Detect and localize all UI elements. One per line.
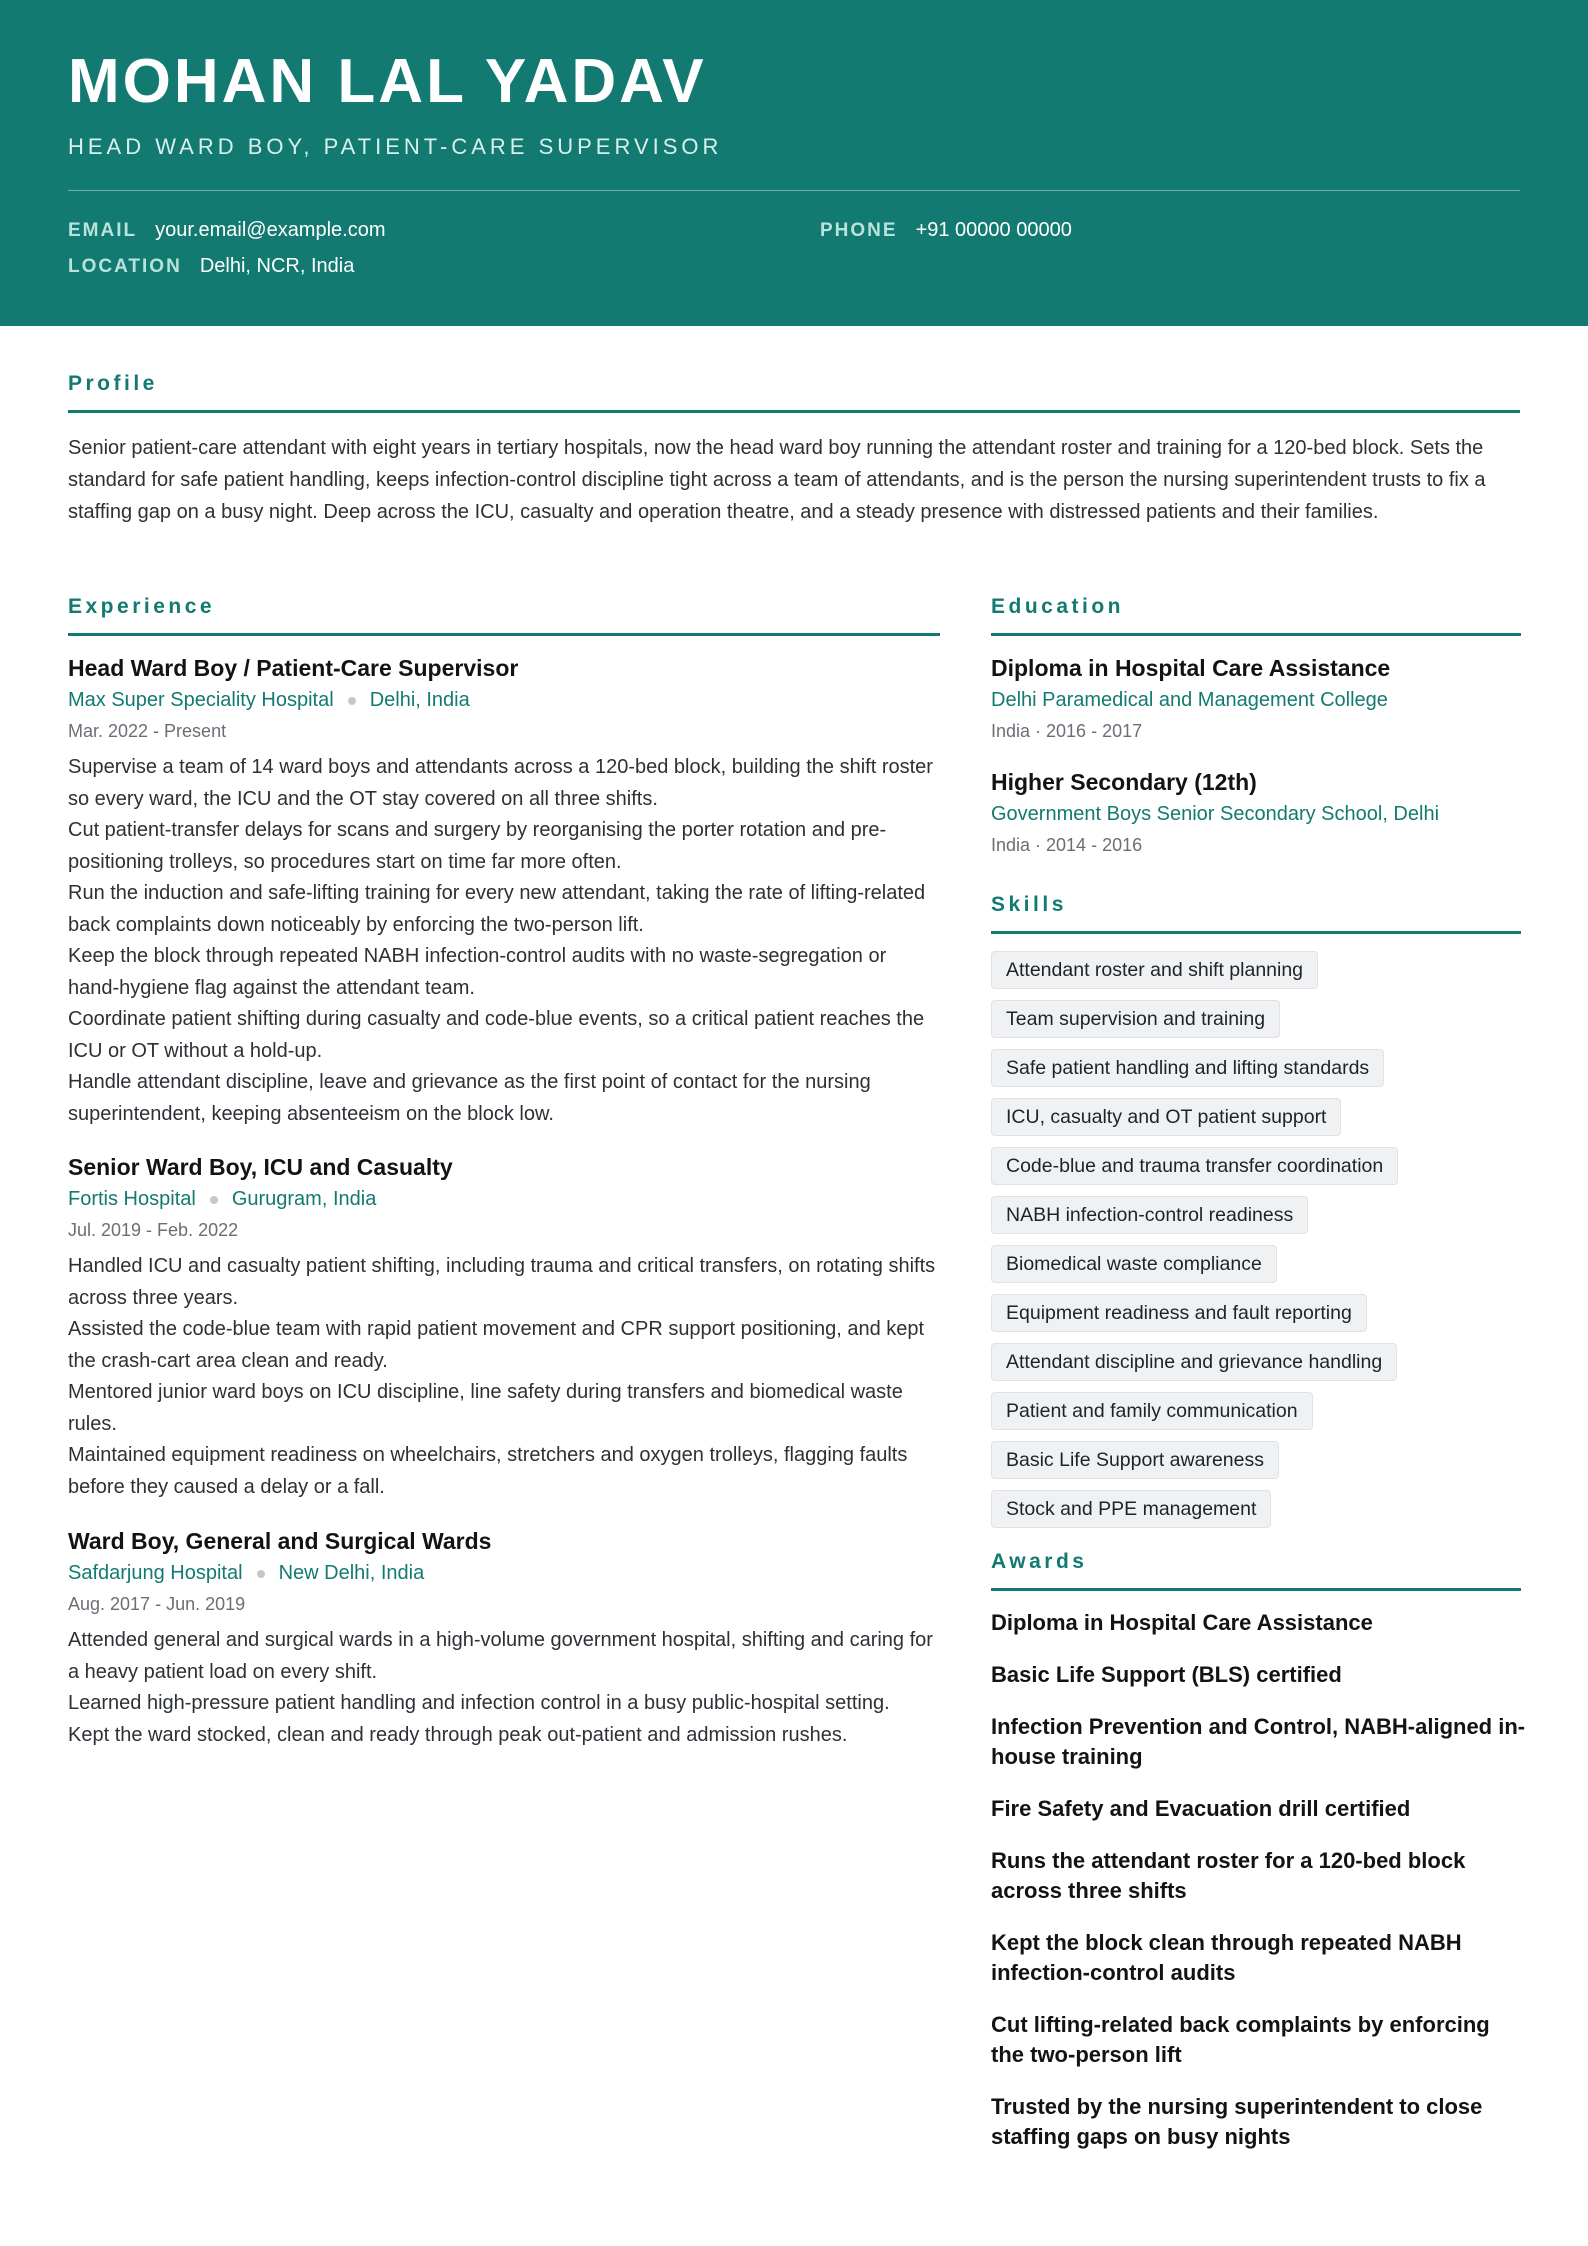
education-entry (991, 766, 1521, 860)
job-entry (68, 652, 940, 1130)
skill-tag: Code-blue and trauma transfer coordination (991, 1147, 1398, 1185)
job-bullet: Kept the ward stocked, clean and ready through peak out-patient and admission rushes. (68, 1723, 848, 1746)
awards-rule (991, 1588, 1521, 1591)
location-value: Delhi, NCR, India (199, 255, 355, 277)
award-item: Diploma in Hospital Care Assistance (991, 1610, 1373, 1635)
job-title: Ward Boy, General and Surgical Wards (68, 1528, 492, 1554)
location-label: LOCATION (68, 256, 182, 277)
award-item: Trusted by the nursing superintendent to close staffing gaps on busy nights (991, 2094, 1483, 2149)
education-entry (991, 652, 1521, 746)
skills-list (991, 951, 1521, 1539)
award-item: Cut lifting-related back complaints by enforcing the two-person lift (991, 2012, 1490, 2067)
separator-dot (257, 1570, 265, 1578)
awards-list (991, 1608, 1526, 2174)
award-item: Basic Life Support (BLS) certified (991, 1662, 1342, 1687)
job-bullets (68, 1625, 940, 1751)
job-bullet: Keep the block through repeated NABH infection-control audits with no waste-segregation or hand-hygiene flag against the attendant team. (68, 945, 887, 999)
job-bullet: Cut patient-transfer delays for scans and surgery by reorganising the porter rotation and pre-positioning trolleys, so procedures start on time far more often. (68, 819, 887, 873)
email-label: EMAIL (68, 220, 138, 241)
job-bullet: Handled ICU and casualty patient shifting, including trauma and critical transfers, on rotating shifts across three years. (68, 1255, 936, 1309)
skill-tag: Equipment readiness and fault reporting (991, 1294, 1367, 1332)
experience-rule (68, 633, 940, 636)
contact-location (68, 255, 354, 278)
candidate-name: MOHAN LAL YADAV (68, 47, 707, 116)
job-dates: Mar. 2022 - Present (68, 721, 227, 741)
header-divider (68, 190, 1520, 191)
job-bullet: Run the induction and safe-lifting training for every new attendant, taking the rate of lifting-related back complaints down noticeably by enforcing the two-person lift. (68, 882, 926, 936)
job-bullet: Assisted the code-blue team with rapid patient movement and CPR support positioning, and kept the crash-cart area clean and ready. (68, 1318, 925, 1372)
contact-phone (820, 219, 1072, 242)
header-banner (0, 0, 1588, 326)
job-bullet: Maintained equipment readiness on wheelchairs, stretchers and oxygen trolleys, flagging faults before they caused a delay or a fall. (68, 1444, 908, 1498)
awards-heading: Awards (991, 1550, 1088, 1573)
skill-tag: ICU, casualty and OT patient support (991, 1098, 1341, 1136)
job-employer: Max Super Speciality Hospital (68, 689, 334, 711)
profile-rule (68, 410, 1520, 413)
education-degree: Higher Secondary (12th) (991, 769, 1257, 795)
job-dates: Jul. 2019 - Feb. 2022 (68, 1220, 239, 1240)
separator-dot (348, 697, 356, 705)
skill-tag: Stock and PPE management (991, 1490, 1271, 1528)
education-school: Delhi Paramedical and Management College (991, 689, 1388, 711)
award-item: Kept the block clean through repeated NABH infection-control audits (991, 1930, 1462, 1985)
skill-tag: Safe patient handling and lifting standards (991, 1049, 1384, 1087)
job-entry (68, 1151, 940, 1503)
job-bullet: Attended general and surgical wards in a high-volume government hospital, shifting and caring for a heavy patient load on every shift. (68, 1629, 933, 1683)
job-bullet: Learned high-pressure patient handling and infection control in a busy public-hospital setting. (68, 1692, 890, 1714)
job-meta (68, 684, 940, 716)
skill-tag: Biomedical waste compliance (991, 1245, 1277, 1283)
award-item: Infection Prevention and Control, NABH-aligned in-house training (991, 1714, 1526, 1769)
job-location: New Delhi, India (278, 1562, 425, 1584)
award-item: Fire Safety and Evacuation drill certified (991, 1796, 1411, 1821)
phone-label: PHONE (820, 220, 898, 241)
job-title: Head Ward Boy / Patient-Care Supervisor (68, 655, 519, 681)
education-heading: Education (991, 595, 1125, 618)
job-bullet: Supervise a team of 14 ward boys and attendants across a 120-bed block, building the shift roster so every ward, the ICU and the OT stay covered on all three shifts. (68, 756, 933, 810)
education-degree: Diploma in Hospital Care Assistance (991, 655, 1391, 681)
education-rule (991, 633, 1521, 636)
skills-rule (991, 931, 1521, 934)
email-value[interactable]: your.email@example.com (155, 219, 386, 241)
job-employer: Safdarjung Hospital (68, 1562, 243, 1584)
job-employer: Fortis Hospital (68, 1188, 196, 1210)
job-bullet: Mentored junior ward boys on ICU discipline, line safety during transfers and biomedical waste rules. (68, 1381, 903, 1435)
job-location: Gurugram, India (231, 1188, 377, 1210)
phone-value[interactable]: +91 00000 00000 (915, 219, 1072, 241)
profile-heading: Profile (68, 372, 158, 395)
job-bullets (68, 752, 940, 1130)
experience-heading: Experience (68, 595, 216, 618)
job-title: Senior Ward Boy, ICU and Casualty (68, 1154, 453, 1180)
skill-tag: Team supervision and training (991, 1000, 1280, 1038)
education-meta: India · 2016 - 2017 (991, 721, 1143, 741)
job-bullets (68, 1251, 940, 1503)
skill-tag: Basic Life Support awareness (991, 1441, 1279, 1479)
skill-tag: Attendant discipline and grievance handling (991, 1343, 1397, 1381)
job-bullet: Coordinate patient shifting during casualty and code-blue events, so a critical patient reaches the ICU or OT without a hold-up. (68, 1008, 925, 1062)
job-dates: Aug. 2017 - Jun. 2019 (68, 1594, 246, 1614)
award-item: Runs the attendant roster for a 120-bed block across three shifts (991, 1848, 1466, 1903)
skill-tag: Patient and family communication (991, 1392, 1313, 1430)
education-meta: India · 2014 - 2016 (991, 835, 1143, 855)
job-entry (68, 1525, 940, 1751)
job-meta (68, 1183, 940, 1215)
profile-summary: Senior patient-care attendant with eight years in tertiary hospitals, now the head ward boy running the attendant roster and training for a 120-bed block. Sets the standard for safe patient handling, keeps infection-control discipline tight across a team of attendants, and is the person the nursing superintendent trusts to fix a staffing gap on a busy night. Deep across the ICU, casualty and operation theatre, and a steady presence with distressed patients and their families. (68, 437, 1486, 523)
education-school: Government Boys Senior Secondary School, Delhi (991, 803, 1440, 825)
candidate-headline: HEAD WARD BOY, PATIENT-CARE SUPERVISOR (68, 134, 723, 159)
contact-email (68, 219, 386, 242)
separator-dot (210, 1196, 218, 1204)
skills-heading: Skills (991, 893, 1067, 916)
skill-tag: Attendant roster and shift planning (991, 951, 1318, 989)
job-meta (68, 1557, 940, 1589)
skill-tag: NABH infection-control readiness (991, 1196, 1308, 1234)
job-bullet: Handle attendant discipline, leave and grievance as the first point of contact for the nursing superintendent, keeping absenteeism on the block low. (68, 1071, 871, 1125)
job-location: Delhi, India (369, 689, 470, 711)
